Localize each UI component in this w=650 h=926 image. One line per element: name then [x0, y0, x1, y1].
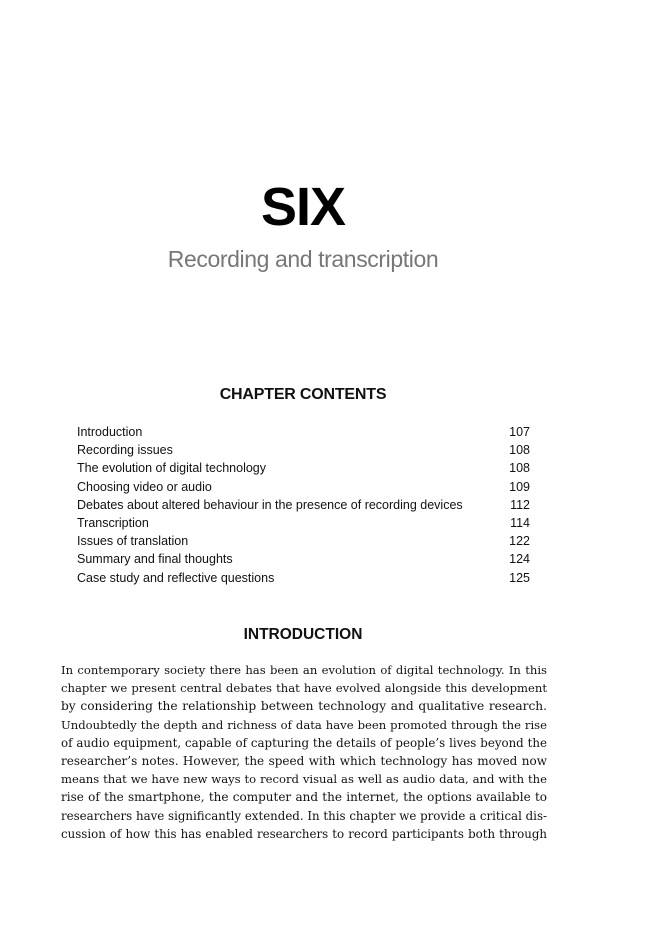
- contents-item: [77, 478, 530, 496]
- contents-item-page: 108: [509, 443, 530, 458]
- contents-item-label: Choosing video or audio: [77, 479, 212, 494]
- contents-item: [77, 459, 530, 477]
- contents-item: [77, 441, 530, 459]
- contents-item-label: The evolution of digital technology: [77, 461, 267, 476]
- paragraph-line: cussion of how this has enabled researchers to record participants both through: [61, 826, 547, 841]
- contents-item-label: Transcription: [77, 515, 149, 530]
- contents-item-label: Recording issues: [77, 443, 173, 458]
- introduction-paragraph: [61, 661, 547, 843]
- paragraph-line: In contemporary society there has been an evolution of digital technology. In this: [61, 663, 547, 677]
- contents-item-page: 108: [509, 461, 530, 476]
- contents-item: [77, 569, 530, 587]
- contents-item-label: Case study and reflective questions: [77, 570, 275, 585]
- contents-item-page: 125: [509, 570, 530, 585]
- contents-item-label: Introduction: [77, 425, 143, 439]
- contents-list: [77, 423, 530, 587]
- paragraph-line: of audio equipment, capable of capturing the details of people’s lives beyond the: [61, 735, 547, 750]
- chapter-title: Recording and transcription: [167, 246, 439, 272]
- contents-item-label: Summary and final thoughts: [77, 552, 233, 567]
- paragraph-line: by considering the relationship between technology and qualitative research.: [61, 699, 547, 714]
- contents-item-page: 107: [509, 425, 530, 439]
- contents-item: [77, 532, 530, 550]
- contents-item-label: Issues of translation: [77, 534, 189, 549]
- paragraph-line: rise of the smartphone, the computer and the internet, the options available to: [61, 790, 547, 805]
- chapter-number: SIX: [260, 177, 346, 237]
- contents-item: [77, 496, 530, 514]
- contents-item-page: 112: [510, 497, 530, 512]
- paragraph-line: researcher’s notes. However, the speed with which technology has moved now: [61, 753, 547, 768]
- contents-heading: CHAPTER CONTENTS: [219, 386, 387, 403]
- paragraph-line: Undoubtedly the depth and richness of data have been promoted through the rise: [61, 717, 547, 732]
- contents-item: [77, 514, 530, 532]
- contents-item-page: 124: [509, 552, 530, 567]
- contents-item-page: 122: [509, 534, 530, 549]
- contents-item: [77, 550, 530, 568]
- contents-item-label: Debates about altered behaviour in the presence of recording devices: [77, 497, 463, 512]
- contents-item-page: 109: [509, 479, 530, 494]
- paragraph-line: means that we have new ways to record visual as well as audio data, and with the: [61, 772, 547, 787]
- paragraph-line: chapter we present central debates that have evolved alongside this development: [61, 681, 547, 696]
- introduction-heading: INTRODUCTION: [243, 626, 363, 643]
- contents-item-page: 114: [510, 515, 530, 530]
- contents-item: [77, 423, 530, 441]
- paragraph-line: researchers have significantly extended. In this chapter we provide a critical dis-: [61, 808, 547, 823]
